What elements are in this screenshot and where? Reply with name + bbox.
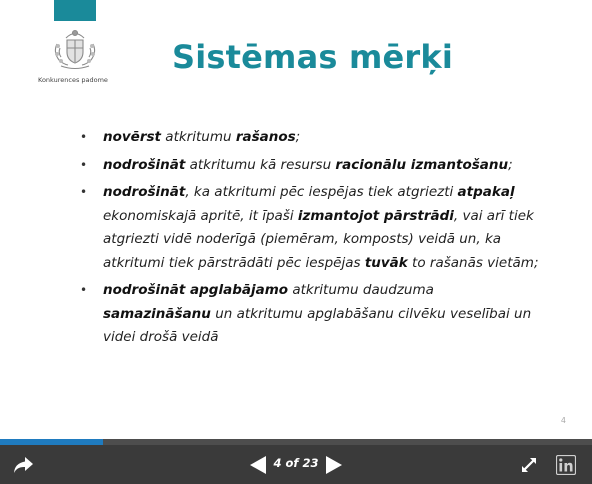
bullet-emphasis: tuvāk bbox=[364, 254, 408, 271]
bullet-dot-icon: • bbox=[80, 157, 88, 172]
logo-caption: Konkurences padome bbox=[38, 76, 108, 84]
bullet-emphasis: nodrošināt bbox=[103, 184, 186, 200]
page-indicator: 4 of 23 bbox=[273, 456, 319, 470]
bullet-text: un atkritumu apglabāšanu cilvēku veselībai un videi drošā veidā bbox=[103, 305, 532, 345]
bullet-item bbox=[80, 126, 540, 150]
linkedin-icon bbox=[556, 455, 576, 475]
bullet-text: , vai arī tiek atgriezti vidē noderīgā (piemēram, komposts) veidā un, ka atkritumi tiek pārstrādāti pēc iespējas bbox=[103, 207, 534, 271]
bullet-list bbox=[80, 126, 540, 354]
triangle-right-icon bbox=[325, 455, 343, 475]
triangle-left-icon bbox=[249, 455, 267, 475]
bullet-emphasis: racionālu izmantošanu bbox=[335, 156, 509, 173]
bullet-emphasis: nodrošināt apglabājamo bbox=[103, 282, 289, 298]
fullscreen-button[interactable] bbox=[516, 453, 542, 477]
coat-of-arms-emblem bbox=[52, 28, 98, 70]
bullet-emphasis: nodrošināt bbox=[103, 156, 186, 173]
bullet-text: ; bbox=[508, 156, 513, 173]
bullet-emphasis: atpakaļ bbox=[457, 184, 515, 200]
share-arrow-icon bbox=[12, 455, 34, 475]
accent-block bbox=[54, 0, 96, 21]
next-page-button[interactable] bbox=[321, 452, 347, 478]
bullet-text: ekonomiskajā apritē, it īpaši bbox=[103, 207, 298, 224]
bullet-text: atkritumu kā resursu bbox=[185, 156, 336, 173]
bullet-dot-icon: • bbox=[80, 185, 88, 199]
slide-number: 4 bbox=[560, 416, 566, 425]
bullet-text: ; bbox=[295, 129, 301, 145]
bullet-text: , ka atkritumi pēc iespējas tiek atgriezti bbox=[185, 184, 458, 200]
bullet-text: atkritumu daudzuma bbox=[288, 282, 434, 298]
slide-title: Sistēmas mērķi bbox=[172, 38, 454, 76]
previous-page-button[interactable] bbox=[245, 452, 271, 478]
bullet-item bbox=[80, 154, 540, 178]
linkedin-button[interactable] bbox=[553, 453, 579, 477]
bullet-text: atkritumu bbox=[161, 129, 236, 145]
bullet-text: to rašanās vietām; bbox=[407, 254, 539, 271]
bullet-item bbox=[80, 181, 540, 275]
share-button[interactable] bbox=[8, 451, 38, 479]
logo bbox=[38, 28, 114, 84]
bullet-emphasis: rašanos bbox=[235, 129, 296, 145]
bullet-emphasis: izmantojot pārstrādi bbox=[297, 207, 454, 224]
bullet-dot-icon: • bbox=[80, 130, 88, 144]
bullet-dot-icon: • bbox=[80, 283, 88, 297]
bullet-item bbox=[80, 279, 540, 350]
bullet-emphasis: novērst bbox=[103, 129, 161, 145]
viewer-toolbar bbox=[0, 445, 592, 484]
bullet-emphasis: samazināšanu bbox=[103, 305, 211, 322]
expand-arrows-icon bbox=[521, 457, 537, 473]
